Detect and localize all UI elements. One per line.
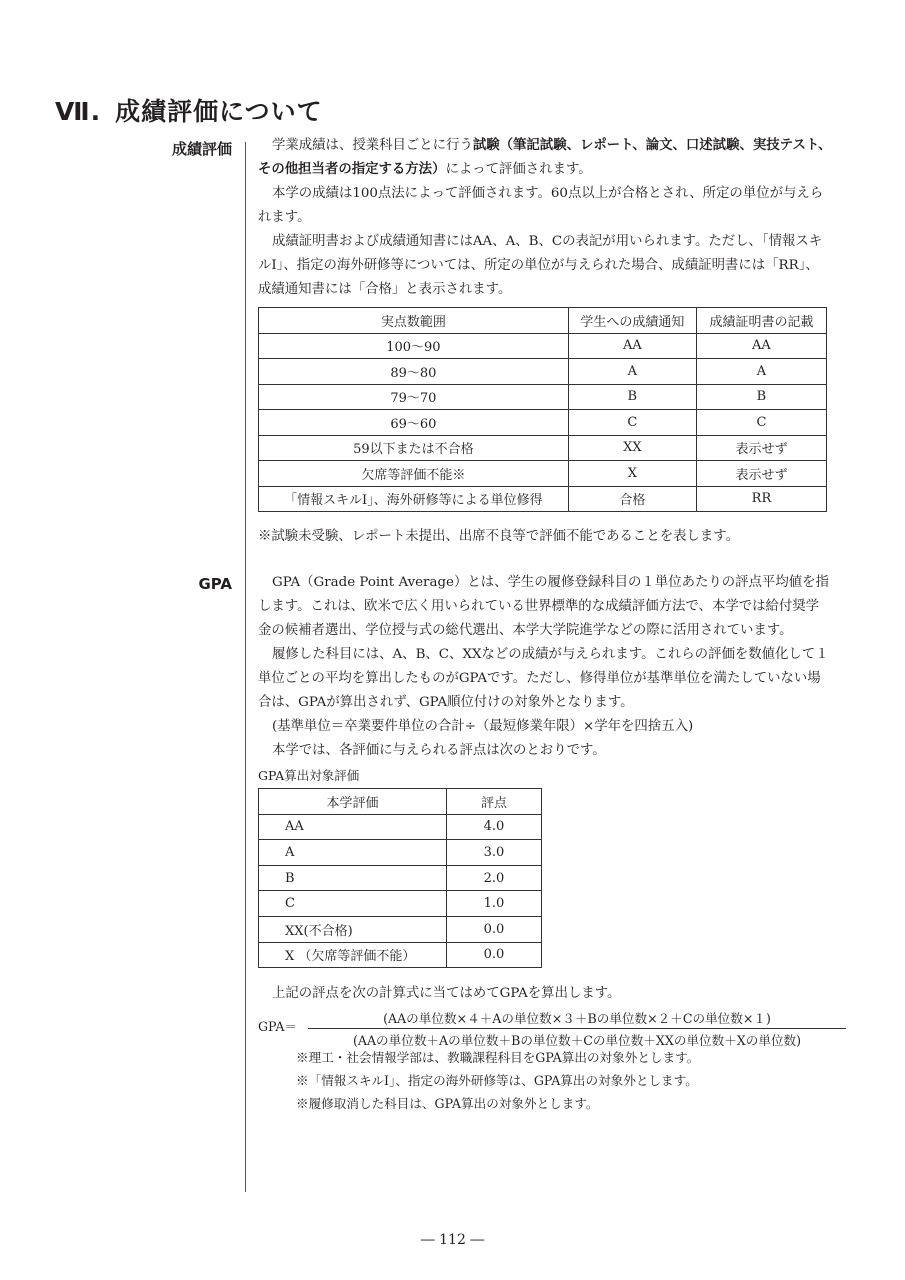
gpa-paragraph-2: 履修した科目には、A、B、C、XXなどの成績が与えられます。これらの評価を数値化して１単位ごとの平均を算出したものがGPAです。ただし、修得単位が基準単位を満たしていない場合は、GPAが算出されず、GPA順位付けの対象外となります。 [258, 647, 829, 710]
gpa-baseline-formula: (基準単位＝卒業要件単位の合計÷（最短修業年限）×学年を四捨五入) [272, 719, 694, 734]
table-header: 成績証明書の記載 [696, 308, 826, 334]
table-cell: A [696, 359, 826, 385]
table-cell: 欠席等評価不能※ [259, 461, 569, 487]
table-row [259, 333, 827, 359]
table-cell: X [568, 461, 696, 487]
exam-methods-emphasis: 試験（筆記試験、レポート、論文、口述試験、実技テスト、その他担当者の指定する方法） [258, 138, 832, 177]
table-header: 評点 [447, 789, 542, 815]
table-row [259, 461, 827, 487]
table-row [259, 942, 542, 968]
table-cell: 「情報スキルⅠ」、海外研修等による単位修得 [259, 486, 569, 512]
table-cell: 69〜60 [259, 410, 569, 436]
grading-footnote: ※試験未受験、レポート未提出、出席不良等で評価不能であることを表します。 [258, 529, 739, 544]
gpa-remarks [296, 1046, 699, 1115]
table-cell: A [259, 840, 447, 866]
table-cell: B [568, 384, 696, 410]
page-title [55, 92, 323, 128]
table-cell: C [696, 410, 826, 436]
table-cell: 2.0 [447, 865, 542, 891]
table-cell: 1.0 [447, 891, 542, 917]
table-cell: RR [696, 486, 826, 512]
grading-text [258, 134, 832, 302]
remark-item: ※履修取消した科目は、GPA算出の対象外とします。 [296, 1096, 599, 1111]
table-cell: XX [568, 435, 696, 461]
table-cell: 0.0 [447, 942, 542, 968]
formula-fraction [308, 1008, 846, 1049]
table-header: 実点数範囲 [259, 308, 569, 334]
table-header: 本学評価 [259, 789, 447, 815]
gpa-paragraph-1: GPA（Grade Point Average）とは、学生の履修登録科目の１単位あたりの評点平均値を指します。これは、欧米で広く用いられている世界標準的な成績評価方法で、本学では給付奨学金の候補者選出、学位授与式の総代選出、本学大学院進学などの際に活用されています。 [258, 575, 829, 638]
gpa-table-caption: GPA算出対象評価 [258, 768, 360, 783]
table-cell: 合格 [568, 486, 696, 512]
table-cell: B [696, 384, 826, 410]
table-row [259, 916, 542, 942]
table-cell: 4.0 [447, 814, 542, 840]
section-label-gpa: GPA [198, 575, 232, 593]
formula-numerator: (AAの単位数×４＋Aの単位数×３＋Bの単位数×２＋Cの単位数×１) [308, 1008, 846, 1029]
table-row [259, 891, 542, 917]
table-row [259, 359, 827, 385]
table-cell: AA [259, 814, 447, 840]
table-cell: 100〜90 [259, 333, 569, 359]
formula-lhs: GPA＝ [258, 1019, 298, 1034]
chapter-number: Ⅶ. [55, 97, 102, 126]
table-cell: X （欠席等評価不能） [259, 942, 447, 968]
table-cell: 0.0 [447, 916, 542, 942]
remark-item: ※「情報スキルⅠ」、指定の海外研修等は、GPA算出の対象外とします。 [296, 1073, 698, 1088]
formula-lead-text: 上記の評点を次の計算式に当てはめてGPAを算出します。 [272, 986, 621, 1001]
chapter-title: 成績評価について [115, 97, 323, 126]
remark-item: ※理工・社会情報学部は、教職課程科目をGPA算出の対象外とします。 [296, 1050, 700, 1065]
table-cell: A [568, 359, 696, 385]
grading-paragraph-2: 本学の成績は100点法によって評価されます。60点以上が合格とされ、所定の単位が与えられます。 [258, 186, 824, 225]
grading-paragraph-3: 成績証明書および成績通知書にはAA、A、B、Cの表記が用いられます。ただし、「情報スキルⅠ」、指定の海外研修等については、所定の単位が与えられた場合、成績証明書には「RR」、成績通知書には「合格」と表示されます。 [258, 234, 823, 297]
grade-conversion-table [258, 307, 827, 512]
grading-paragraph-1: 学業成績は、授業科目ごとに行う試験（筆記試験、レポート、論文、口述試験、実技テスト、その他担当者の指定する方法）によって評価されます。 [258, 138, 832, 177]
table-header-row [259, 308, 827, 334]
table-cell: 表示せず [696, 461, 826, 487]
section-label-grading: 成績評価 [171, 140, 232, 158]
table-cell: C [568, 410, 696, 436]
table-row [259, 840, 542, 866]
table-cell: XX(不合格) [259, 916, 447, 942]
formula-denominator: (AAの単位数＋Aの単位数＋Bの単位数＋Cの単位数＋XXの単位数＋Xの単位数) [352, 1033, 802, 1048]
table-row [259, 865, 542, 891]
table-cell: C [259, 891, 447, 917]
table-row [259, 435, 827, 461]
margin-rule [245, 142, 246, 1192]
table-row [259, 486, 827, 512]
table-cell: 3.0 [447, 840, 542, 866]
gpa-points-table [258, 788, 542, 968]
table-row [259, 384, 827, 410]
page-number: ― 112 ― [420, 1232, 485, 1248]
table-cell: 79〜70 [259, 384, 569, 410]
table-cell: AA [696, 333, 826, 359]
table-cell: B [259, 865, 447, 891]
table-row [259, 410, 827, 436]
table-cell: AA [568, 333, 696, 359]
table-cell: 表示せず [696, 435, 826, 461]
table-row [259, 814, 542, 840]
gpa-paragraph-4: 本学では、各評価に与えられる評点は次のとおりです。 [272, 743, 606, 758]
table-header-row [259, 789, 542, 815]
gpa-text [258, 571, 832, 763]
table-cell: 59以下または不合格 [259, 435, 569, 461]
table-cell: 89〜80 [259, 359, 569, 385]
table-header: 学生への成績通知 [568, 308, 696, 334]
